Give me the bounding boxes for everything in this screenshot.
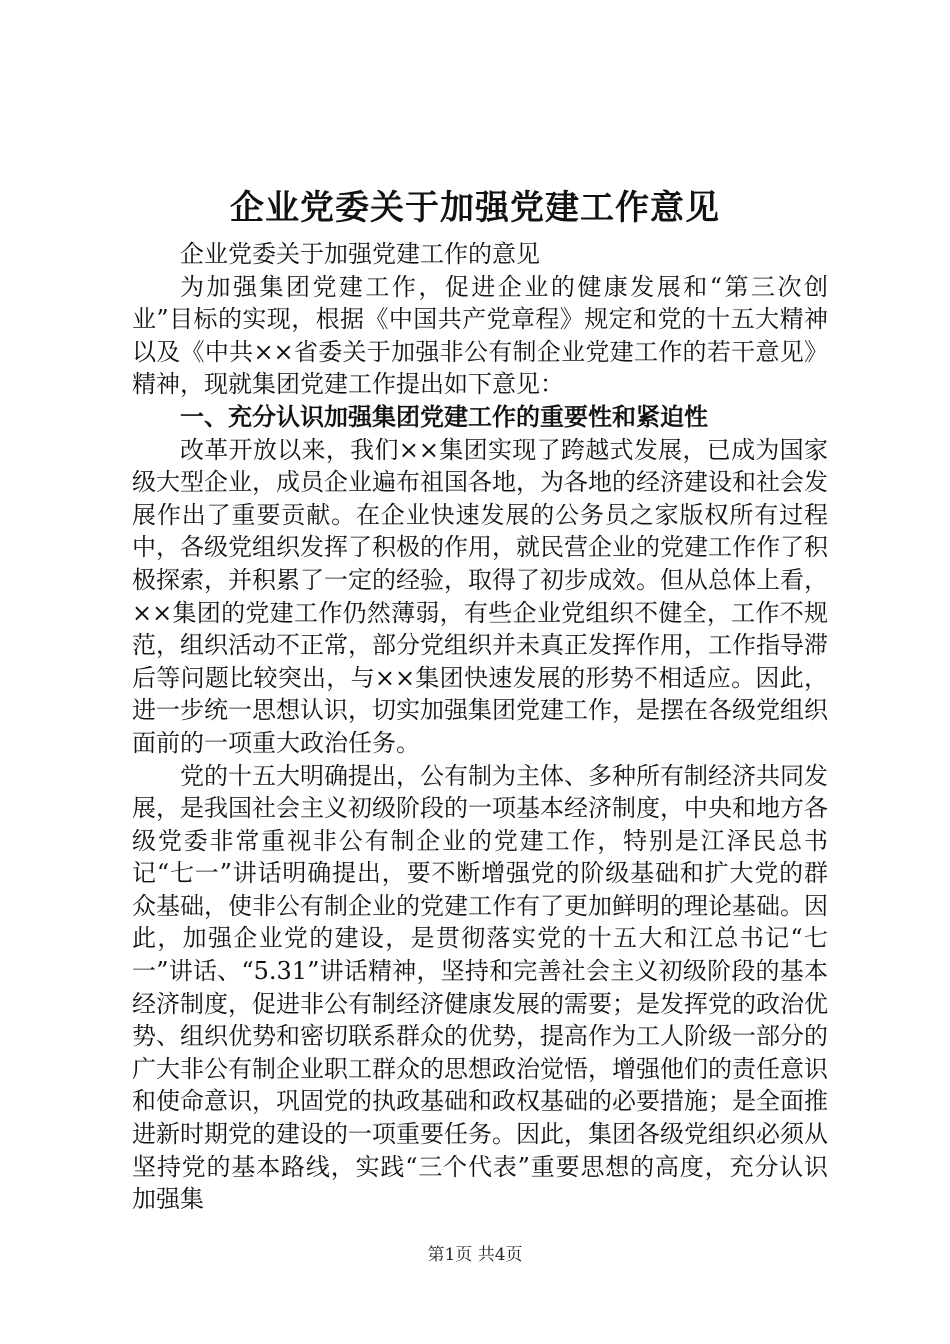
- page-number: 第1页 共4页: [427, 1245, 523, 1265]
- paragraph-body-2: 党的十五大明确提出，公有制为主体、多种所有制经济共同发展，是我国社会主义初级阶段的一项基本经济制度，中央和地方各级党委非常重视非公有制企业的党建工作，特别是江泽民总书记“七一”讲话明确提出，要不断增强党的阶级基础和扩大党的群众基础，使非公有制企业的党建工作有了更加鲜明的理论基础。因此，加强企业党的建设，是贯彻落实党的十五大和江总书记“七一”讲话、“5.31”讲话精神，坚持和完善社会主义初级阶段的基本经济制度，促进非公有制经济健康发展的需要；是发挥党的政治优势、组织优势和密切联系群众的优势，提高作为工人阶级一部分的广大非公有制企业职工群众的思想政治觉悟，增强他们的责任意识和使命意识，巩固党的执政基础和政权基础的必要措施；是全面推进新时期党的建设的一项重要任务。因此，集团各级党组织必须从坚持党的基本路线，实践“三个代表”重要思想的高度，充分认识加强集: [132, 761, 828, 1214]
- paragraph-body-1: 改革开放以来，我们××集团实现了跨越式发展，已成为国家级大型企业，成员企业遍布祖国各地，为各地的经济建设和社会发展作出了重要贡献。在企业快速发展的公务员之家版权所有过程中，各级党组织发挥了积极的作用，就民营企业的党建工作作了积极探索，并积累了一定的经验，取得了初步成效。但从总体上看，××集团的党建工作仍然薄弱，有些企业党组织不健全，工作不规范，组织活动不正常，部分党组织并未真正发挥作用，工作指导滞后等问题比较突出，与××集团快速发展的形势不相适应。因此，进一步统一思想认识，切实加强集团党建工作，是摆在各级党组织面前的一项重大政治任务。: [132, 435, 828, 757]
- document-body: [132, 238, 828, 1216]
- paragraph-intro: 为加强集团党建工作，促进企业的健康发展和“第三次创业”目标的实现，根据《中国共产党章程》规定和党的十五大精神以及《中共××省委关于加强非公有制企业党建工作的若干意见》精神，现就集团党建工作提出如下意见：: [132, 272, 828, 399]
- paragraph-subtitle: 企业党委关于加强党建工作的意见: [180, 240, 540, 268]
- section-heading-1: 一、充分认识加强集团党建工作的重要性和紧迫性: [180, 401, 708, 431]
- document-title: 企业党委关于加强党建工作意见: [230, 188, 720, 228]
